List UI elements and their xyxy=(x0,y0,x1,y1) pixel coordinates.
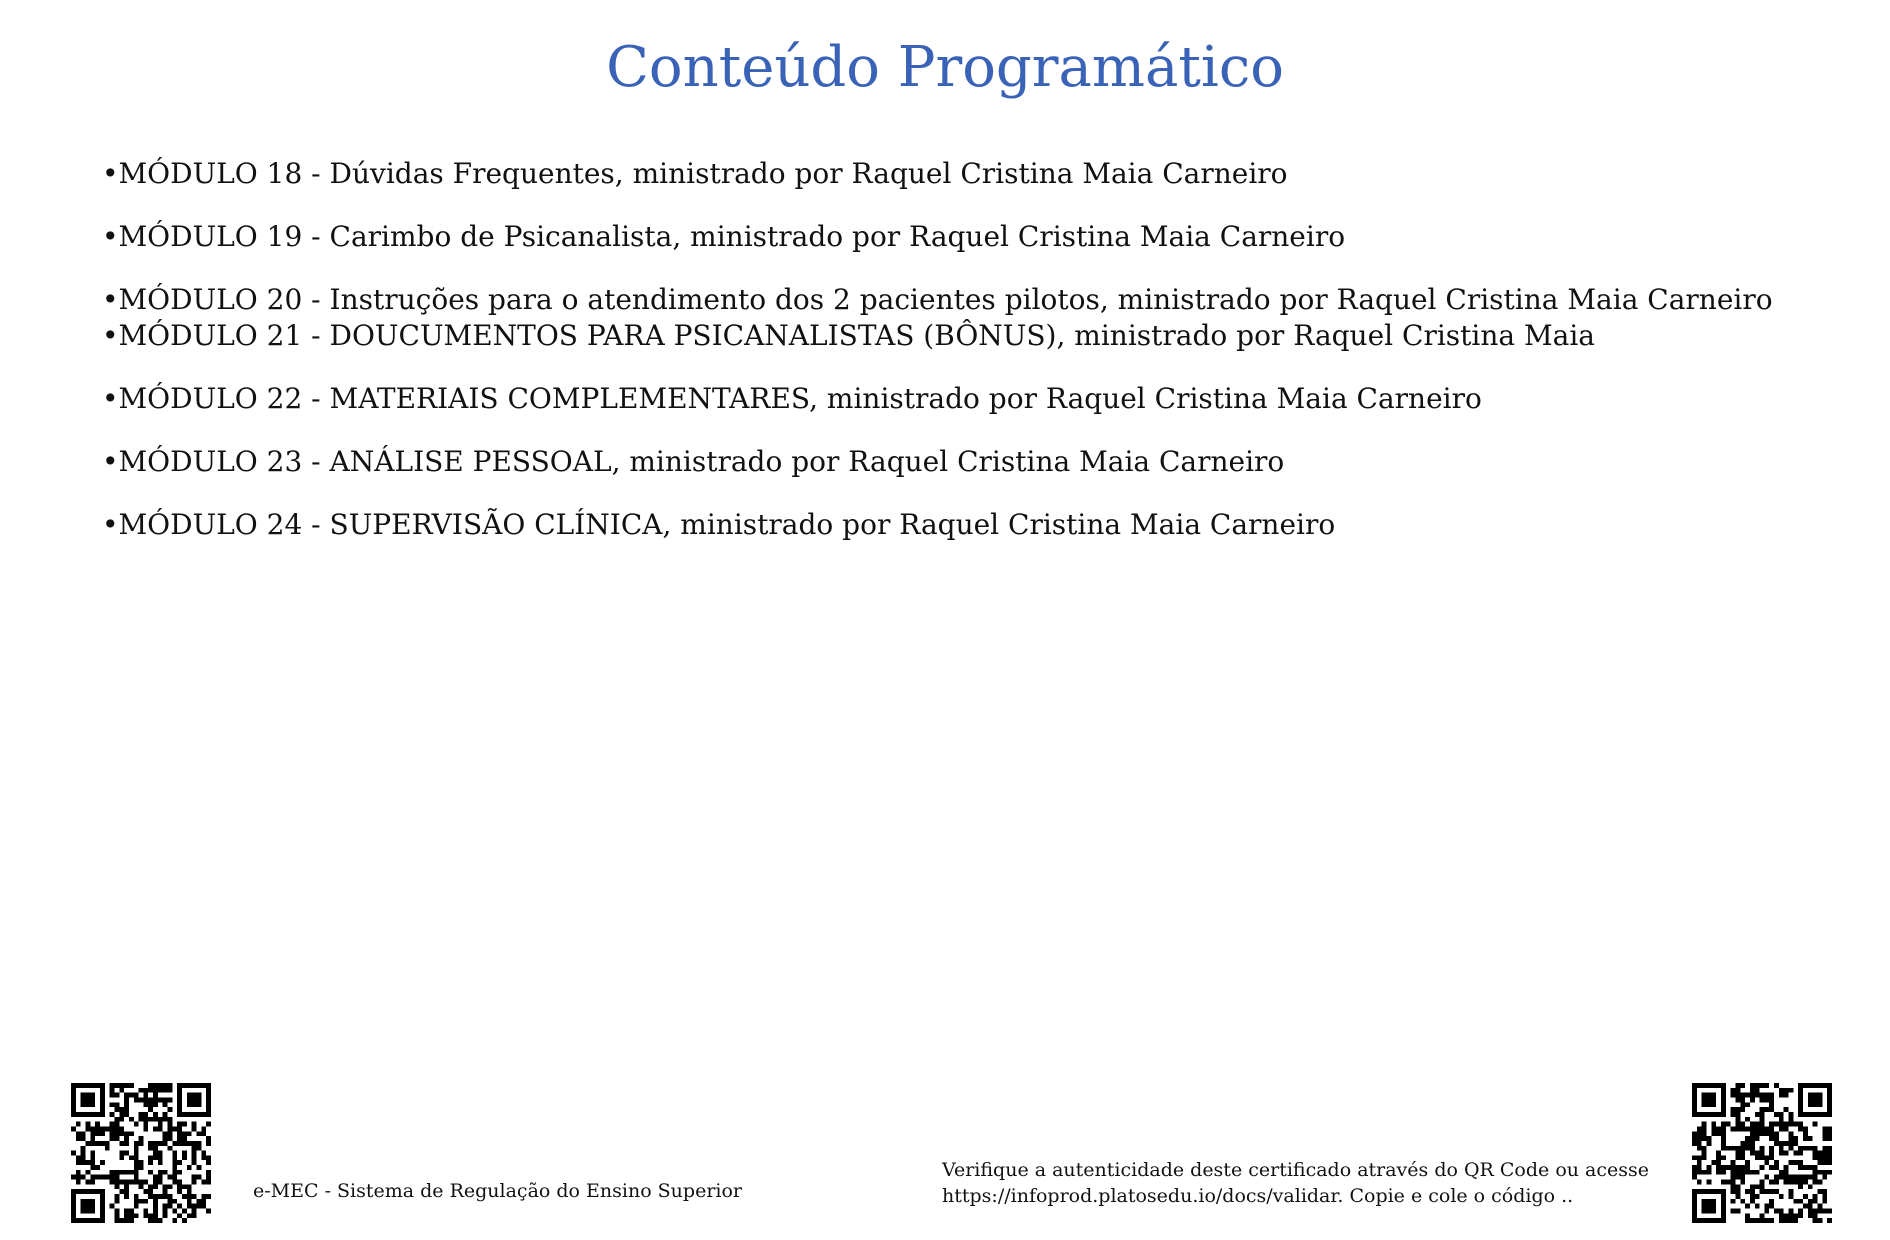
emec-footer-text: e-MEC - Sistema de Regulação do Ensino Superior xyxy=(253,1180,743,1202)
module-item: •MÓDULO 19 - Carimbo de Psicanalista, ministrado por Raquel Cristina Maia Carneiro xyxy=(102,220,1346,253)
qr-code-icon[interactable] xyxy=(71,1083,211,1223)
module-item: •MÓDULO 18 - Dúvidas Frequentes, ministrado por Raquel Cristina Maia Carneiro xyxy=(102,157,1288,190)
module-item: •MÓDULO 20 - Instruções para o atendimento dos 2 pacientes pilotos, ministrado por Raquel Cristina Maia Carneiro xyxy=(102,283,1773,316)
module-item: •MÓDULO 22 - MATERIAIS COMPLEMENTARES, ministrado por Raquel Cristina Maia Carneiro xyxy=(102,382,1482,415)
qr-code-icon[interactable] xyxy=(1692,1083,1832,1223)
module-item: •MÓDULO 21 - DOUCUMENTOS PARA PSICANALISTAS (BÔNUS), ministrado por Raquel Cristina Maia xyxy=(102,319,1595,352)
verification-footer-text: Verifique a autenticidade deste certificado através do QR Code ou acesse https://infoprod.platosedu.io/docs/validar. Copie e cole o código .. xyxy=(942,1159,1649,1207)
module-list xyxy=(102,156,1792,570)
module-item: •MÓDULO 24 - SUPERVISÃO CLÍNICA, ministrado por Raquel Cristina Maia Carneiro xyxy=(102,508,1336,541)
page-title: Conteúdo Programático xyxy=(606,35,1284,100)
module-item: •MÓDULO 23 - ANÁLISE PESSOAL, ministrado por Raquel Cristina Maia Carneiro xyxy=(102,445,1285,478)
